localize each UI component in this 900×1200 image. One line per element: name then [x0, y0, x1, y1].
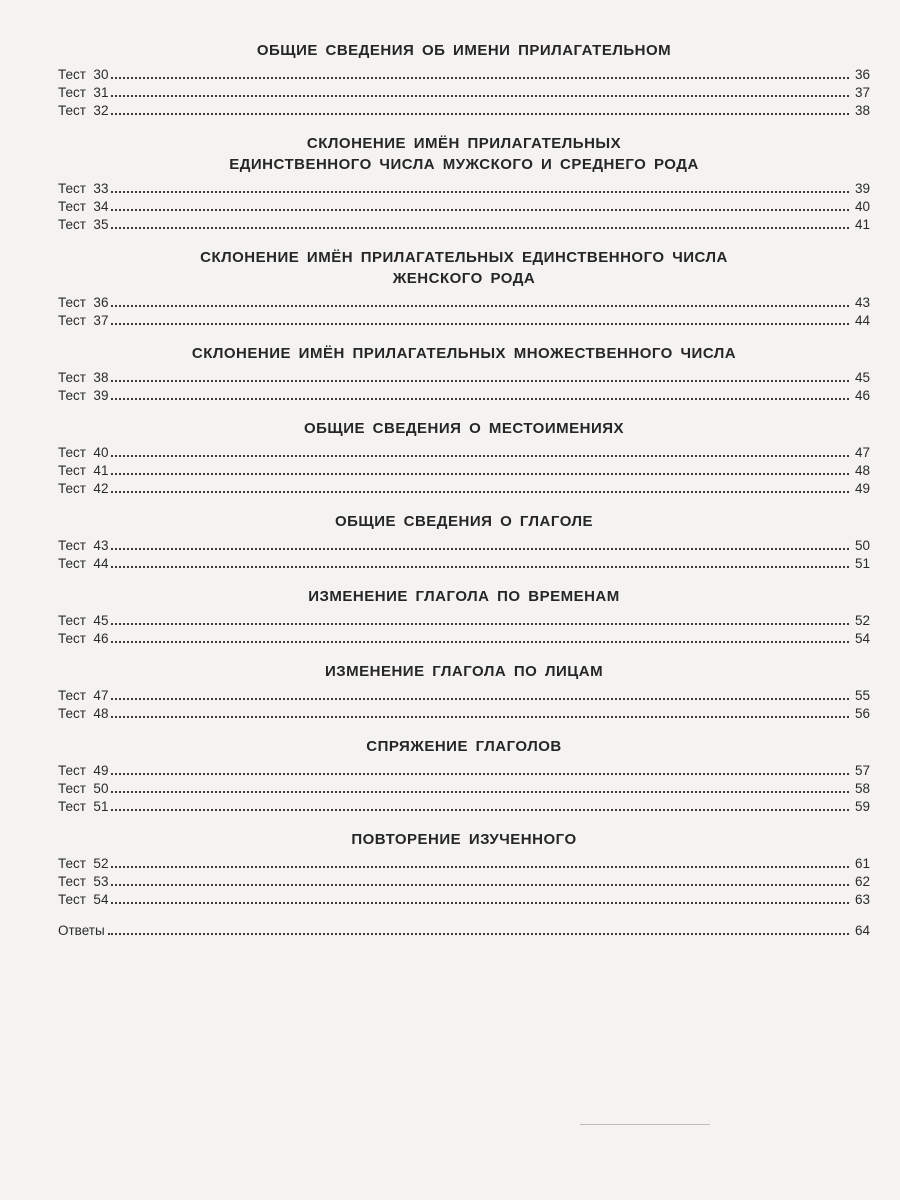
toc-section [58, 661, 870, 723]
dot-leader [111, 865, 849, 868]
page-number: 41 [854, 217, 870, 232]
page-number: 37 [854, 85, 870, 100]
toc-section [58, 736, 870, 816]
page-number: 50 [854, 538, 870, 553]
dot-leader [111, 883, 849, 886]
entry-label: Тест 42 [58, 481, 109, 496]
section-title [58, 586, 870, 607]
page-number: 61 [854, 856, 870, 871]
toc-entry[interactable] [58, 762, 870, 780]
section-title-line: ЕДИНСТВЕННОГО ЧИСЛА МУЖСКОГО И СРЕДНЕГО РОДА [229, 156, 699, 173]
toc-entry[interactable] [58, 555, 870, 573]
page-number: 52 [854, 613, 870, 628]
section-title-line: ИЗМЕНЕНИЕ ГЛАГОЛА ПО ЛИЦАМ [324, 663, 604, 680]
toc-entry[interactable] [58, 312, 870, 330]
toc-entry[interactable] [58, 537, 870, 555]
page-number: 58 [854, 781, 870, 796]
page-number: 36 [854, 67, 870, 82]
page-number: 47 [854, 445, 870, 460]
toc-entry[interactable] [58, 84, 870, 102]
toc-section [58, 418, 870, 498]
toc-entry-list [58, 180, 870, 234]
dot-leader [111, 208, 849, 211]
page-number: 55 [854, 688, 870, 703]
entry-label: Тест 49 [58, 763, 109, 778]
section-title [58, 511, 870, 532]
toc-entry-list [58, 369, 870, 405]
section-title-line: ИЗМЕНЕНИЕ ГЛАГОЛА ПО ВРЕМЕНАМ [308, 588, 620, 605]
toc-entry-list [58, 612, 870, 648]
toc-section [58, 40, 870, 120]
entry-label: Тест 37 [58, 313, 109, 328]
dot-leader [111, 790, 849, 793]
section-title-line: ОБЩИЕ СВЕДЕНИЯ О МЕСТОИМЕНИЯХ [303, 420, 625, 437]
toc-section [58, 247, 870, 330]
toc-entry[interactable] [58, 102, 870, 120]
toc-entry-list [58, 687, 870, 723]
toc-entry[interactable] [58, 66, 870, 84]
dot-leader [111, 304, 849, 307]
toc-entry[interactable] [58, 444, 870, 462]
dot-leader [111, 112, 849, 115]
page-number: 44 [854, 313, 870, 328]
entry-label: Ответы [58, 923, 105, 938]
page-number: 46 [854, 388, 870, 403]
dot-leader [111, 226, 849, 229]
page-number: 64 [854, 923, 870, 938]
section-title [58, 661, 870, 682]
toc-section [58, 133, 870, 234]
section-title [58, 736, 870, 757]
toc-entry[interactable] [58, 798, 870, 816]
entry-label: Тест 34 [58, 199, 109, 214]
page-number: 48 [854, 463, 870, 478]
entry-label: Тест 31 [58, 85, 109, 100]
entry-label: Тест 54 [58, 892, 109, 907]
dot-leader [111, 622, 849, 625]
toc-entry[interactable] [58, 180, 870, 198]
dot-leader [111, 322, 849, 325]
entry-label: Тест 43 [58, 538, 109, 553]
section-title-line: СКЛОНЕНИЕ ИМЁН ПРИЛАГАТЕЛЬНЫХ [306, 135, 622, 152]
toc-entry[interactable] [58, 891, 870, 909]
page-number: 38 [854, 103, 870, 118]
dot-leader [111, 808, 849, 811]
entry-label: Тест 32 [58, 103, 109, 118]
section-title [58, 829, 870, 850]
page-number: 39 [854, 181, 870, 196]
toc-entry[interactable] [58, 294, 870, 312]
entry-label: Тест 35 [58, 217, 109, 232]
toc-entry-list [58, 537, 870, 573]
dot-leader [111, 715, 849, 718]
toc-entry[interactable] [58, 630, 870, 648]
toc-entry-list [58, 66, 870, 120]
page-number: 59 [854, 799, 870, 814]
entry-label: Тест 45 [58, 613, 109, 628]
page-number: 40 [854, 199, 870, 214]
entry-label: Тест 36 [58, 295, 109, 310]
dot-leader [111, 697, 849, 700]
dot-leader [108, 932, 849, 935]
page-number: 43 [854, 295, 870, 310]
page-number: 63 [854, 892, 870, 907]
toc-entry[interactable] [58, 705, 870, 723]
section-title [58, 343, 870, 364]
dot-leader [111, 901, 849, 904]
toc-section [58, 829, 870, 909]
dot-leader [111, 454, 849, 457]
page-number: 56 [854, 706, 870, 721]
entry-label: Тест 53 [58, 874, 109, 889]
toc-section [58, 511, 870, 573]
show-through-line [580, 1124, 710, 1125]
entry-label: Тест 40 [58, 445, 109, 460]
toc-entry[interactable] [58, 369, 870, 387]
entry-label: Тест 50 [58, 781, 109, 796]
toc-entry[interactable] [58, 387, 870, 405]
dot-leader [111, 94, 849, 97]
toc-entry[interactable] [58, 687, 870, 705]
dot-leader [111, 640, 849, 643]
section-title [58, 40, 870, 61]
answers-entry[interactable] [58, 922, 870, 940]
toc-section [58, 343, 870, 405]
section-title-line: ОБЩИЕ СВЕДЕНИЯ ОБ ИМЕНИ ПРИЛАГАТЕЛЬНОМ [256, 42, 672, 59]
dot-leader [111, 565, 849, 568]
section-title [58, 133, 870, 175]
entry-label: Тест 39 [58, 388, 109, 403]
entry-label: Тест 33 [58, 181, 109, 196]
toc-entry[interactable] [58, 855, 870, 873]
entry-label: Тест 30 [58, 67, 109, 82]
toc-entry-list [58, 294, 870, 330]
toc-entry[interactable] [58, 873, 870, 891]
page-number: 54 [854, 631, 870, 646]
toc-entry-list [58, 762, 870, 816]
toc-entry-list [58, 855, 870, 909]
page-number: 49 [854, 481, 870, 496]
toc-entry[interactable] [58, 216, 870, 234]
page-number: 57 [854, 763, 870, 778]
dot-leader [111, 397, 849, 400]
page-number: 62 [854, 874, 870, 889]
dot-leader [111, 547, 849, 550]
entry-label: Тест 48 [58, 706, 109, 721]
section-title-line: СПРЯЖЕНИЕ ГЛАГОЛОВ [366, 738, 562, 755]
dot-leader [111, 190, 849, 193]
section-title-line: СКЛОНЕНИЕ ИМЁН ПРИЛАГАТЕЛЬНЫХ ЕДИНСТВЕННОГО ЧИСЛА [200, 249, 728, 266]
toc-entry[interactable] [58, 462, 870, 480]
entry-label: Тест 41 [58, 463, 109, 478]
section-title [58, 247, 870, 289]
section-title-line: ПОВТОРЕНИЕ ИЗУЧЕННОГО [351, 831, 577, 848]
page-number: 45 [854, 370, 870, 385]
toc-entry[interactable] [58, 612, 870, 630]
table-of-contents [58, 40, 870, 940]
section-title-line: ЖЕНСКОГО РОДА [392, 270, 536, 287]
dot-leader [111, 472, 849, 475]
toc-entry[interactable] [58, 198, 870, 216]
toc-entry[interactable] [58, 480, 870, 498]
dot-leader [111, 76, 849, 79]
page-number: 51 [854, 556, 870, 571]
entry-label: Тест 44 [58, 556, 109, 571]
entry-label: Тест 38 [58, 370, 109, 385]
entry-label: Тест 52 [58, 856, 109, 871]
toc-entry-list [58, 444, 870, 498]
entry-label: Тест 46 [58, 631, 109, 646]
section-title-line: ОБЩИЕ СВЕДЕНИЯ О ГЛАГОЛЕ [334, 513, 594, 530]
section-title-line: СКЛОНЕНИЕ ИМЁН ПРИЛАГАТЕЛЬНЫХ МНОЖЕСТВЕННОГО ЧИСЛА [191, 345, 737, 362]
dot-leader [111, 379, 849, 382]
toc-section [58, 586, 870, 648]
entry-label: Тест 47 [58, 688, 109, 703]
toc-entry[interactable] [58, 780, 870, 798]
section-title [58, 418, 870, 439]
dot-leader [111, 490, 849, 493]
dot-leader [111, 772, 849, 775]
entry-label: Тест 51 [58, 799, 109, 814]
